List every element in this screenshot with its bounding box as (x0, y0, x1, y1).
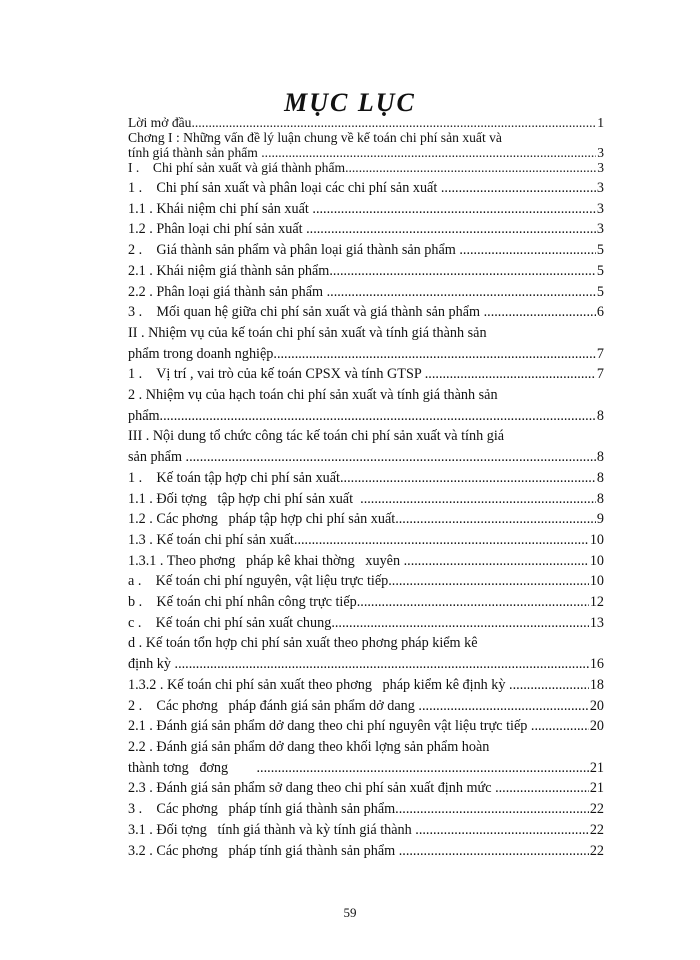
toc-entry-text: 1.3.2 . Kế toán chi phí sản xuất theo phơng pháp kiểm kê định kỳ (128, 676, 510, 693)
toc-entry[interactable] (128, 261, 604, 282)
toc-entry[interactable] (128, 160, 604, 175)
toc-entry-text-cont: sản phẩm (128, 449, 186, 466)
toc-entry-page: 10 (589, 552, 604, 569)
toc-entry[interactable] (128, 799, 604, 820)
toc-entry[interactable] (128, 240, 604, 261)
toc-entry-text: 1 . Kế toán tập hợp chi phí sản xuất (128, 469, 340, 486)
toc-entry[interactable] (128, 696, 604, 717)
toc-entry-page: 8 (596, 490, 604, 507)
toc-entry[interactable] (128, 199, 604, 220)
toc-entry-page: 3 (597, 145, 604, 160)
toc-entry[interactable] (128, 509, 604, 530)
toc-entry-page: 5 (596, 262, 604, 279)
toc-entry[interactable] (128, 571, 604, 592)
toc-entry-page: 12 (589, 594, 604, 611)
toc-entry-page: 10 (589, 531, 604, 548)
toc-entry[interactable] (128, 778, 604, 799)
toc-entry-page: 3 (596, 221, 604, 238)
toc-entry-text: 2.2 . Phân loại giá thành sản phẩm (128, 283, 327, 300)
toc-entry-text-cont: định kỳ (128, 656, 175, 673)
toc-entry[interactable] (128, 737, 604, 778)
toc-entry-text: d . Kế toán tổn hợp chi phí sản xuất theo phơng pháp kiểm kê (128, 635, 478, 652)
toc-entry[interactable] (128, 178, 604, 199)
toc-entry[interactable] (128, 364, 604, 385)
toc-entry[interactable] (128, 592, 604, 613)
toc-entry-text: 3.1 . Đối tợng tính giá thành và kỳ tính giá thành (128, 821, 416, 838)
toc-entry[interactable] (128, 323, 604, 364)
toc-entry-text: 1.1 . Đối tợng tập hợp chi phí sản xuất (128, 490, 361, 507)
toc-entry-page: 3 (596, 180, 604, 196)
toc-entry-page: 13 (589, 614, 604, 631)
toc-entry[interactable] (128, 302, 604, 323)
toc-entry[interactable] (128, 633, 604, 674)
toc-entry[interactable] (128, 468, 604, 489)
toc-entry-text: 3 . Các phơng pháp tính giá thành sản phẩm (128, 801, 396, 818)
toc-entry-text: 3 . Mối quan hệ giữa chi phí sản xuất và giá thành sản phẩm (128, 304, 484, 321)
toc-entry[interactable] (128, 282, 604, 303)
toc-entry-text: 3.2 . Các phơng pháp tính giá thành sản phẩm (128, 842, 399, 859)
toc-entry-text: a . Kế toán chi phí nguyên, vật liệu trực tiếp (128, 573, 389, 590)
toc-entry-text: 1.3.1 . Theo phơng pháp kê khai thờng xuyên (128, 552, 404, 569)
toc-entry[interactable] (128, 820, 604, 841)
toc-entry-page: 18 (589, 676, 604, 693)
toc-entry-text: 1 . Vị trí , vai trò của kế toán CPSX và tính GTSP (128, 366, 425, 383)
toc-entry-page: 10 (589, 573, 604, 590)
toc-entry-page: 5 (596, 283, 604, 300)
toc-entry[interactable] (128, 530, 604, 551)
toc-entry-text: Chơng I : Những vấn đề lý luận chung về kế toán chi phí sản xuất và (128, 130, 502, 145)
toc-entry[interactable] (128, 489, 604, 510)
toc-entry-page: 9 (596, 511, 604, 528)
toc-entry-text: 1.2 . Phân loại chi phí sản xuất (128, 221, 307, 238)
toc-entry-page: 3 (597, 160, 604, 175)
toc-entry[interactable] (128, 675, 604, 696)
toc-entry-text: 2 . Giá thành sản phẩm và phân loại giá thành sản phẩm (128, 242, 460, 259)
toc-entry-text: 2.1 . Khái niệm giá thành sản phẩm (128, 262, 330, 279)
toc-entry[interactable] (128, 426, 604, 467)
toc-entry-page: 5 (596, 242, 604, 259)
toc-entry-page: 16 (589, 656, 604, 673)
toc-entry-page: 8 (596, 449, 604, 466)
toc-entry-page: 22 (589, 842, 604, 859)
toc-entry[interactable] (128, 385, 604, 426)
toc-entry-page: 21 (589, 759, 604, 776)
toc-entry-text: II . Nhiệm vụ của kế toán chi phí sản xuất và tính giá thành sản (128, 324, 487, 341)
page-title: MỤC LỤC (284, 88, 416, 117)
toc-entry-text: b . Kế toán chi phí nhân công trực tiếp (128, 594, 357, 611)
toc-entry[interactable] (128, 841, 604, 862)
toc-entry-text: III . Nội dung tổ chức công tác kế toán chi phí sản xuất và tính giá (128, 428, 505, 445)
toc-entry-text: 1.2 . Các phơng pháp tập hợp chi phí sản xuất (128, 511, 396, 528)
toc-entry-text-cont: tính giá thành sản phẩm (128, 145, 262, 160)
toc-entry[interactable] (128, 716, 604, 737)
toc-entry-page: 8 (596, 469, 604, 486)
toc-entry-page: 7 (596, 345, 604, 362)
toc-entry-page: 6 (596, 304, 604, 321)
toc-entry-text: Lời mở đầu (128, 115, 192, 130)
toc-entry-text: 1 . Chi phí sản xuất và phân loại các chi phí sản xuất (128, 180, 441, 196)
toc-entry-page: 21 (589, 780, 604, 797)
toc-entry-page: 20 (589, 697, 604, 714)
toc-entry-text: 1.1 . Khái niệm chi phí sản xuất (128, 200, 313, 217)
toc-entry[interactable] (128, 613, 604, 634)
toc-entry-page: 22 (589, 801, 604, 818)
toc-entry-text: 2.3 . Đánh giá sản phẩm sở dang theo chi phí sản xuất định mức (128, 780, 496, 797)
toc-entry-text-cont: phẩm (128, 407, 160, 424)
toc-entry-page: 7 (596, 366, 604, 383)
toc-entry[interactable] (128, 219, 604, 240)
page-number: 59 (343, 905, 357, 920)
table-of-contents (128, 115, 604, 861)
toc-entry-text-cont: phẩm trong doanh nghiệp (128, 345, 274, 362)
toc-entry-text: 2.2 . Đánh giá sản phẩm dở dang theo khối lợng sản phẩm hoàn (128, 738, 490, 755)
toc-entry-text: 2 . Các phơng pháp đánh giá sản phẩm dở dang (128, 697, 419, 714)
toc-entry-text-cont: thành tơng đơng (128, 759, 257, 776)
toc-entry-text: c . Kế toán chi phí sản xuất chung (128, 614, 332, 631)
toc-entry-text: 1.3 . Kế toán chi phí sản xuất (128, 531, 294, 548)
toc-entry-page: 1 (597, 115, 604, 130)
toc-entry[interactable] (128, 130, 604, 160)
toc-entry[interactable] (128, 551, 604, 572)
toc-entry-page: 22 (589, 821, 604, 838)
toc-entry-page: 20 (589, 718, 604, 735)
toc-entry-page: 3 (596, 200, 604, 217)
toc-entry-text: 2 . Nhiệm vụ của hạch toán chi phí sản xuất và tính giá thành sản (128, 387, 498, 404)
toc-entry-page: 8 (596, 407, 604, 424)
toc-entry-text: I . Chi phí sản xuất và giá thành phẩm (128, 160, 346, 175)
toc-entry[interactable] (128, 115, 604, 130)
toc-entry-text: 2.1 . Đánh giá sản phẩm dở dang theo chi phí nguyên vật liệu trực tiếp (128, 718, 531, 735)
